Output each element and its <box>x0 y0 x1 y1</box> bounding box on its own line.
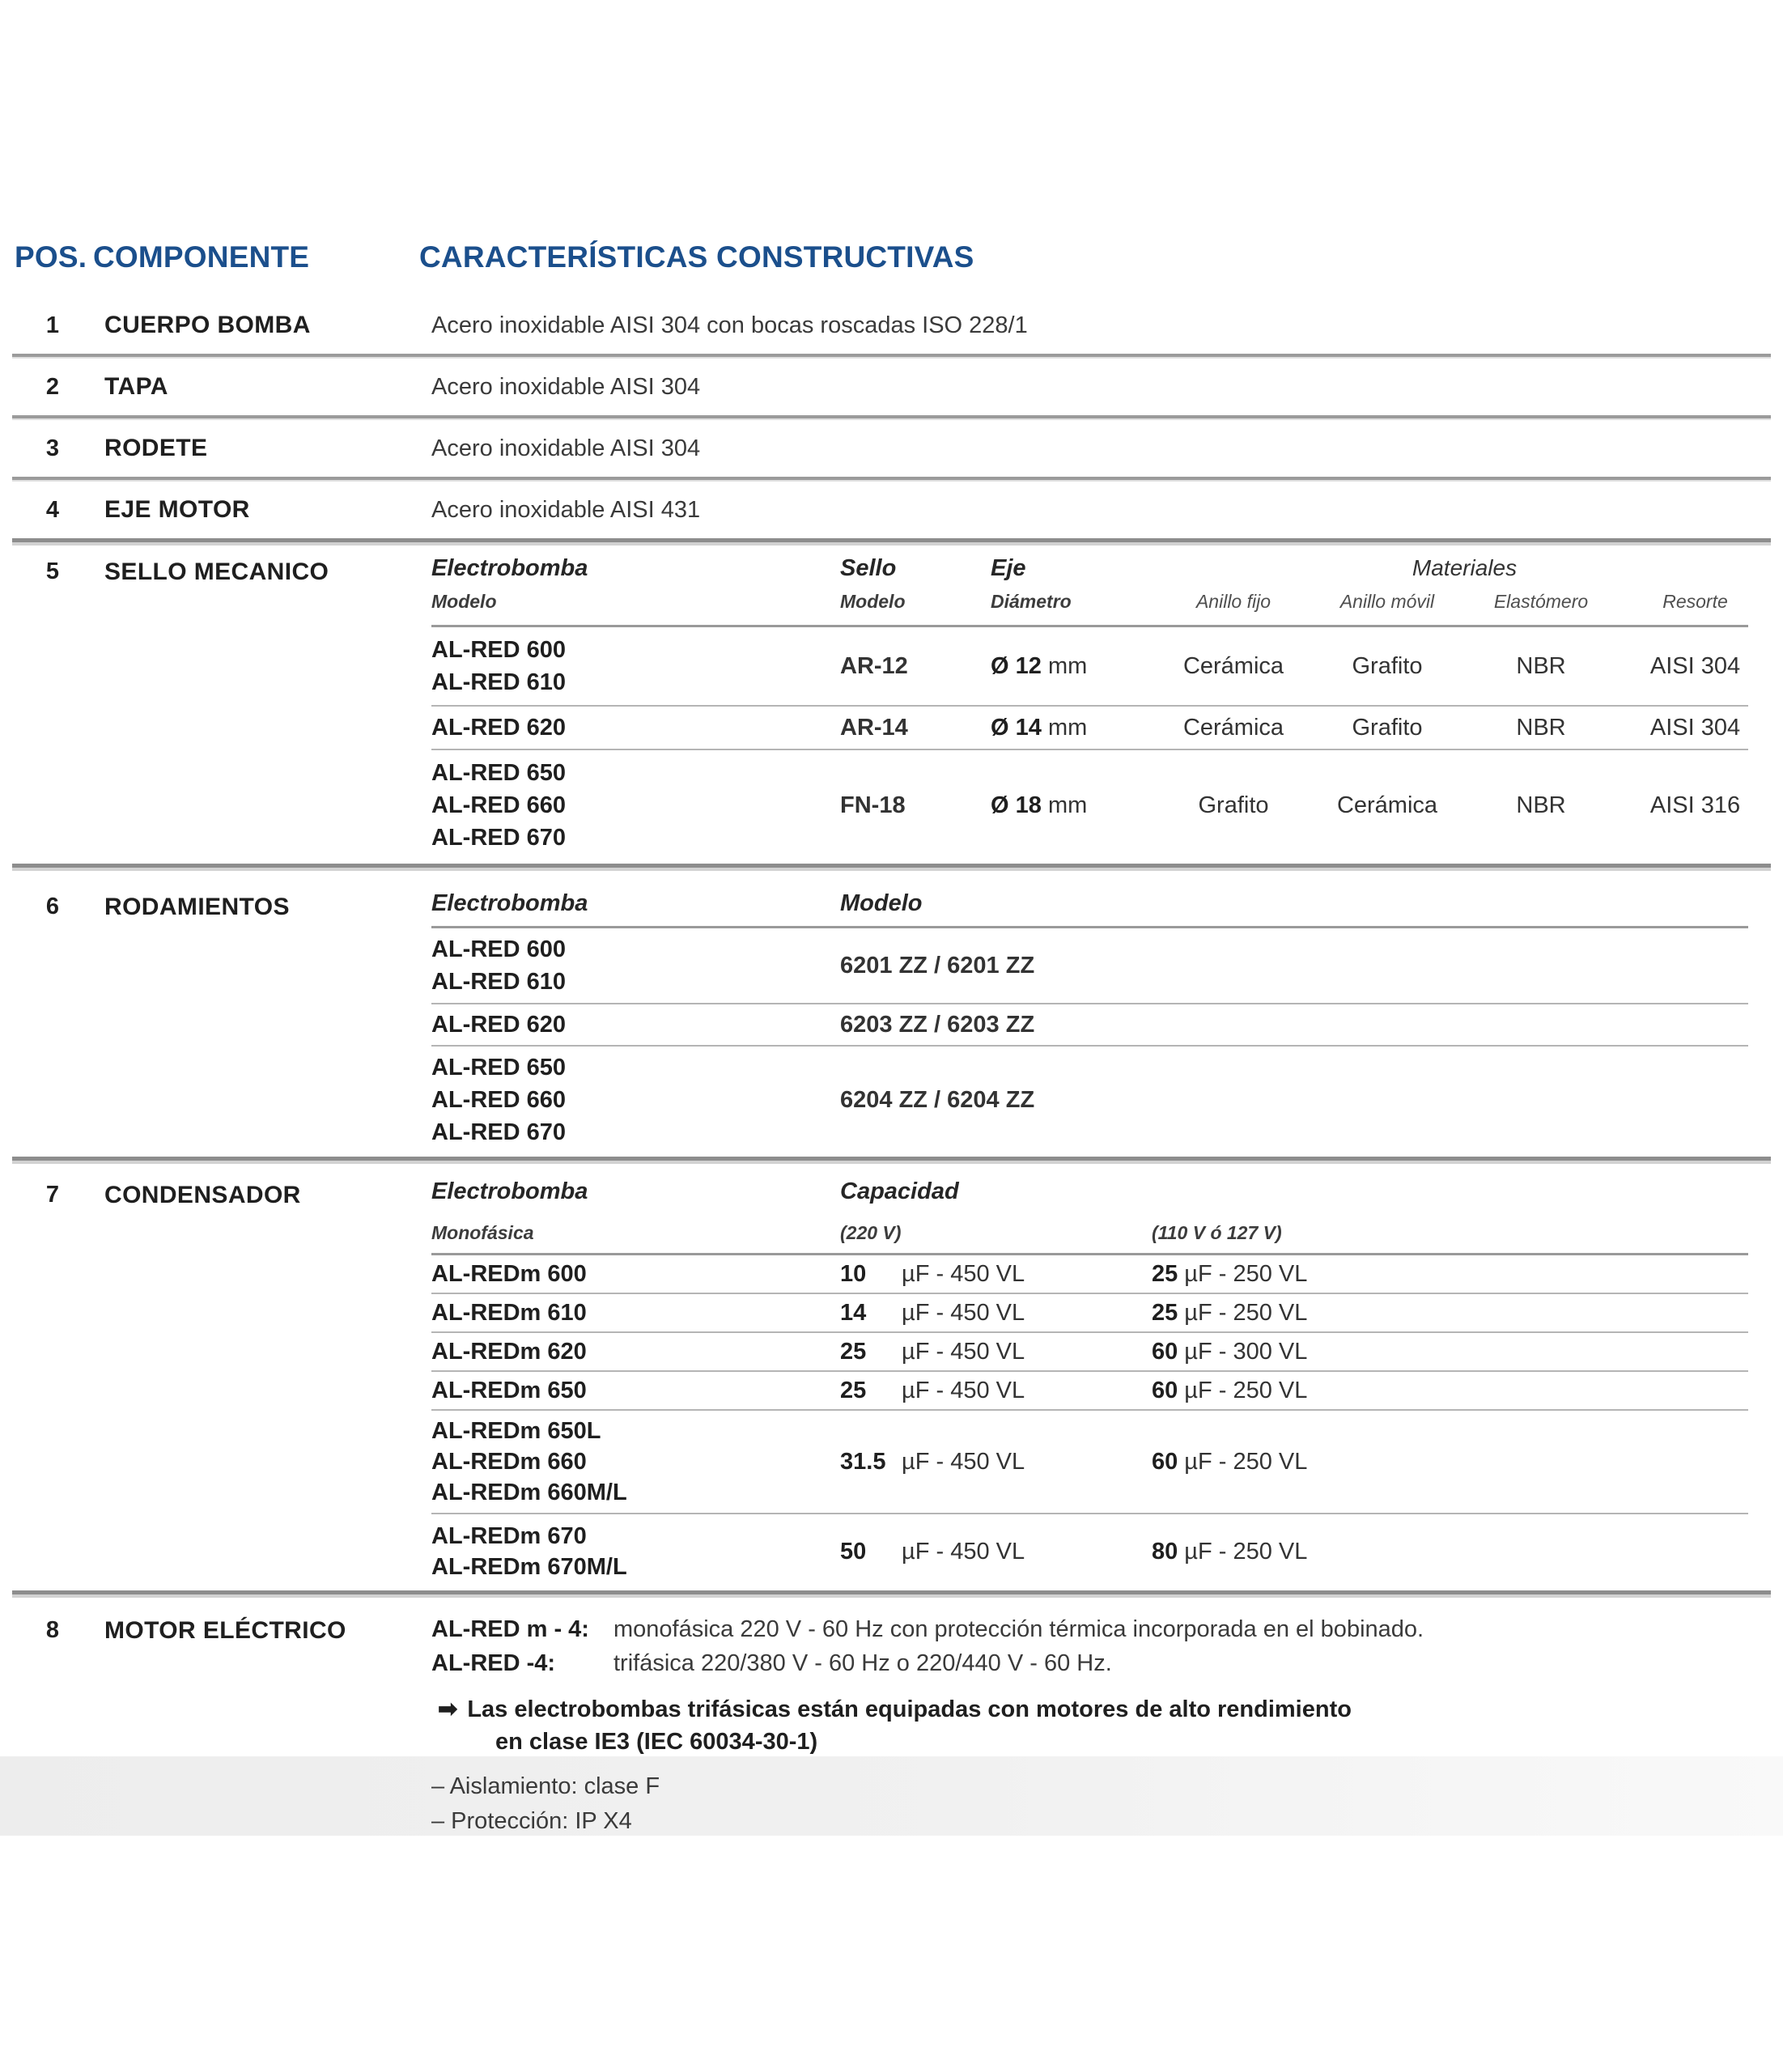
table-row <box>12 359 1771 415</box>
motor-details <box>418 1612 1771 1839</box>
model-name: AL-REDm 610 <box>431 1300 587 1326</box>
subcol-resorte: Resorte <box>1662 591 1728 612</box>
capacity-unit: µF - 450 VL <box>902 1377 1025 1403</box>
model-name: AL-RED 600 <box>431 637 566 663</box>
model-name: AL-RED 670 <box>431 1119 566 1145</box>
sello-row <box>431 707 1772 749</box>
diametro-value: Ø 12 <box>991 652 1042 679</box>
pos-number: 7 <box>45 1182 60 1208</box>
bearing-model: 6201 ZZ / 6201 ZZ <box>840 952 1035 979</box>
component-name: TAPA <box>104 373 168 400</box>
capacity-110 <box>1152 1261 1771 1288</box>
capacity-value: 80 <box>1152 1538 1178 1565</box>
condensador-table-header <box>431 1177 1771 1206</box>
motor-spec-line <box>431 1646 1771 1680</box>
model-list <box>431 1051 840 1149</box>
capacity-220 <box>840 1261 1152 1288</box>
motor-spec-line <box>431 1612 1771 1646</box>
motor-bullet: – Protección: IP X4 <box>431 1808 632 1834</box>
diametro-unit: mm <box>1047 714 1088 741</box>
capacity-unit: µF - 250 VL <box>1184 1377 1308 1403</box>
model-list <box>431 711 840 744</box>
table-row <box>12 297 1771 354</box>
subcol-modelo: Modelo <box>431 591 497 612</box>
condensador-table-subheader <box>431 1221 1771 1245</box>
component-description: Acero inoxidable AISI 304 con bocas roscadas ISO 228/1 <box>431 312 1028 338</box>
model-name: AL-RED 660 <box>431 792 566 818</box>
capacity-110 <box>1152 1539 1771 1565</box>
capacity-value: 50 <box>840 1538 867 1565</box>
capacity-220 <box>840 1539 1152 1565</box>
diametro-unit: mm <box>1047 652 1088 679</box>
component-description: Acero inoxidable AISI 431 <box>431 496 701 523</box>
subcol-diametro: Diámetro <box>991 591 1072 612</box>
elastomero-value: NBR <box>1516 714 1566 741</box>
eje-diametro <box>991 653 1157 680</box>
rodamientos-table-header <box>431 889 1771 918</box>
components-table <box>12 0 1771 1839</box>
capacity-110 <box>1152 1300 1771 1327</box>
sello-model: AR-12 <box>840 652 908 679</box>
col-electrobomba: Electrobomba <box>431 555 588 581</box>
component-name: CONDENSADOR <box>104 1182 301 1208</box>
motor-spec-text: trifásica 220/380 V - 60 Hz o 220/440 V - 60 Hz. <box>613 1650 1112 1676</box>
anillo-fijo-value: Cerámica <box>1182 652 1284 679</box>
col-electrobomba: Electrobomba <box>431 890 588 916</box>
condensador-row <box>431 1372 1771 1409</box>
bearing-model: 6203 ZZ / 6203 ZZ <box>840 1011 1035 1038</box>
diametro-value: Ø 18 <box>991 792 1042 818</box>
rodamientos-table <box>418 889 1771 1157</box>
subcol-monofasica: Monofásica <box>431 1222 534 1243</box>
component-name: RODAMIENTOS <box>104 894 290 920</box>
model-name: AL-RED 600 <box>431 936 566 962</box>
elastomero-value: NBR <box>1516 652 1566 679</box>
subcol-elastomero: Elastómero <box>1493 591 1589 612</box>
sello-row <box>431 627 1772 705</box>
capacity-220 <box>840 1339 1152 1365</box>
capacity-unit: µF - 450 VL <box>902 1299 1025 1326</box>
condensador-row <box>431 1411 1771 1513</box>
pos-number: 2 <box>45 373 60 400</box>
capacity-value: 60 <box>1152 1377 1178 1403</box>
capacity-220 <box>840 1378 1152 1404</box>
model-name: AL-REDm 670 <box>431 1523 587 1549</box>
anillo-fijo-value: Grafito <box>1198 792 1269 818</box>
anillo-fijo-value: Cerámica <box>1182 714 1284 741</box>
model-name: AL-REDm 670M/L <box>431 1554 627 1580</box>
capacity-value: 25 <box>840 1377 867 1403</box>
eje-diametro <box>991 792 1157 819</box>
component-name: SELLO MECANICO <box>104 558 329 585</box>
component-name: EJE MOTOR <box>104 496 250 523</box>
capacity-unit: µF - 250 VL <box>1184 1448 1308 1475</box>
capacity-value: 31.5 <box>840 1448 886 1475</box>
model-list <box>431 1008 840 1041</box>
sello-model: FN-18 <box>840 792 906 818</box>
header-componente: COMPONENTE <box>93 240 310 274</box>
capacity-unit: µF - 450 VL <box>902 1260 1025 1287</box>
anillo-movil-value: Cerámica <box>1336 792 1438 818</box>
capacity-unit: µF - 300 VL <box>1184 1338 1308 1365</box>
component-description: Acero inoxidable AISI 304 <box>431 373 701 400</box>
sello-table-header <box>431 554 1772 583</box>
arrow-right-icon: ➡ <box>438 1696 458 1722</box>
elastomero-value: NBR <box>1516 792 1566 818</box>
capacity-110 <box>1152 1449 1771 1475</box>
capacity-110 <box>1152 1378 1771 1404</box>
col-capacidad: Capacidad <box>840 1178 959 1204</box>
rodamientos-row <box>431 928 1771 1003</box>
pos-number: 1 <box>45 312 60 338</box>
section-motor-electrico <box>12 1598 1771 1839</box>
model-list <box>431 933 840 998</box>
motor-note-text: Las electrobombas trifásicas están equipadas con motores de alto rendimiento <box>467 1696 1352 1722</box>
resorte-value: AISI 304 <box>1649 652 1741 679</box>
model-name: AL-RED 610 <box>431 669 566 695</box>
col-materiales: Materiales <box>1412 555 1518 580</box>
diametro-unit: mm <box>1047 792 1088 818</box>
model-name: AL-RED 650 <box>431 1055 566 1081</box>
anillo-movil-value: Grafito <box>1352 652 1423 679</box>
capacity-220 <box>840 1300 1152 1327</box>
capacity-value: 14 <box>840 1299 867 1326</box>
subcol-110v: (110 V ó 127 V) <box>1152 1222 1282 1243</box>
motor-note-line2: en clase IE3 (IEC 60034-30-1) <box>495 1729 818 1755</box>
condensador-row <box>431 1333 1771 1370</box>
table-row <box>12 482 1771 538</box>
section-divider <box>12 538 1771 546</box>
subcol-anillo-movil: Anillo móvil <box>1339 591 1435 612</box>
model-name: AL-RED 650 <box>431 760 566 786</box>
motor-model-label: AL-RED m - 4: <box>431 1616 589 1642</box>
subcol-anillo-fijo: Anillo fijo <box>1195 591 1271 612</box>
motor-spec-text: monofásica 220 V - 60 Hz con protección térmica incorporada en el bobinado. <box>613 1616 1424 1642</box>
motor-note <box>431 1693 1771 1726</box>
model-name: AL-RED 610 <box>431 969 566 995</box>
capacity-unit: µF - 250 VL <box>1184 1538 1308 1565</box>
model-list <box>431 1521 840 1582</box>
condensador-row <box>431 1514 1771 1590</box>
model-name: AL-REDm 650 <box>431 1378 587 1403</box>
section-divider <box>12 1157 1771 1164</box>
capacity-unit: µF - 450 VL <box>902 1448 1025 1475</box>
pos-number: 4 <box>45 496 60 523</box>
resorte-value: AISI 316 <box>1649 792 1741 818</box>
capacity-110 <box>1152 1339 1771 1365</box>
component-name: MOTOR ELÉCTRICO <box>104 1617 346 1644</box>
subcol-220v: (220 V) <box>840 1222 902 1243</box>
col-modelo: Modelo <box>840 890 923 916</box>
section-divider <box>12 864 1771 871</box>
capacity-unit: µF - 450 VL <box>902 1338 1025 1365</box>
pos-number: 5 <box>45 558 60 584</box>
model-name: AL-REDm 660 <box>431 1449 587 1475</box>
pos-number: 6 <box>45 894 60 919</box>
motor-bullet-list <box>431 1769 1771 1839</box>
capacity-value: 60 <box>1152 1338 1178 1365</box>
bearing-model: 6204 ZZ / 6204 ZZ <box>840 1086 1035 1113</box>
capacity-value: 25 <box>1152 1299 1178 1326</box>
capacity-unit: µF - 250 VL <box>1184 1299 1308 1326</box>
capacity-unit: µF - 250 VL <box>1184 1260 1308 1287</box>
section-condensador <box>12 1164 1771 1590</box>
component-description: Acero inoxidable AISI 304 <box>431 435 701 461</box>
eje-diametro <box>991 715 1157 741</box>
component-name: CUERPO BOMBA <box>104 312 311 338</box>
sello-row <box>431 750 1772 864</box>
model-name: AL-REDm 660M/L <box>431 1480 627 1505</box>
component-name: RODETE <box>104 435 208 461</box>
section-sello-mecanico <box>12 546 1771 864</box>
model-name: AL-REDm 600 <box>431 1261 587 1287</box>
col-eje: Eje <box>991 555 1026 581</box>
capacity-value: 10 <box>840 1260 867 1287</box>
model-list <box>431 1416 840 1508</box>
col-sello: Sello <box>840 555 897 581</box>
capacity-220 <box>840 1449 1152 1475</box>
model-name: AL-RED 620 <box>431 715 566 741</box>
model-list <box>431 634 840 698</box>
capacity-value: 25 <box>1152 1260 1178 1287</box>
sello-table-subheader <box>431 589 1772 614</box>
model-name: AL-RED 670 <box>431 825 566 851</box>
anillo-movil-value: Grafito <box>1352 714 1423 741</box>
section-divider <box>12 1590 1771 1598</box>
condensador-row <box>431 1255 1771 1293</box>
pos-number: 8 <box>45 1617 60 1643</box>
sello-model: AR-14 <box>840 714 908 741</box>
rodamientos-row <box>431 1047 1771 1157</box>
resorte-value: AISI 304 <box>1649 714 1741 741</box>
rodamientos-row <box>431 1004 1771 1045</box>
condensador-row <box>431 1294 1771 1331</box>
model-name: AL-RED 620 <box>431 1012 566 1038</box>
capacity-value: 60 <box>1152 1448 1178 1475</box>
capacity-unit: µF - 450 VL <box>902 1538 1025 1565</box>
capacity-value: 25 <box>840 1338 867 1365</box>
col-electrobomba: Electrobomba <box>431 1178 588 1204</box>
model-name: AL-REDm 650L <box>431 1418 601 1444</box>
model-list <box>431 757 840 854</box>
pos-number: 3 <box>45 435 60 461</box>
motor-model-label: AL-RED -4: <box>431 1650 556 1676</box>
condensador-table <box>418 1177 1771 1590</box>
motor-bullet: – Aislamiento: clase F <box>431 1773 660 1799</box>
sello-table <box>418 554 1772 864</box>
header-caracteristicas: CARACTERÍSTICAS CONSTRUCTIVAS <box>419 240 974 274</box>
diametro-value: Ø 14 <box>991 714 1042 741</box>
model-name: AL-REDm 620 <box>431 1339 587 1365</box>
subcol-modelo: Modelo <box>840 591 906 612</box>
table-header-row <box>12 240 1771 274</box>
section-rodamientos <box>12 871 1771 1157</box>
model-name: AL-RED 660 <box>431 1087 566 1113</box>
header-pos: POS. <box>15 240 87 274</box>
table-row <box>12 420 1771 477</box>
